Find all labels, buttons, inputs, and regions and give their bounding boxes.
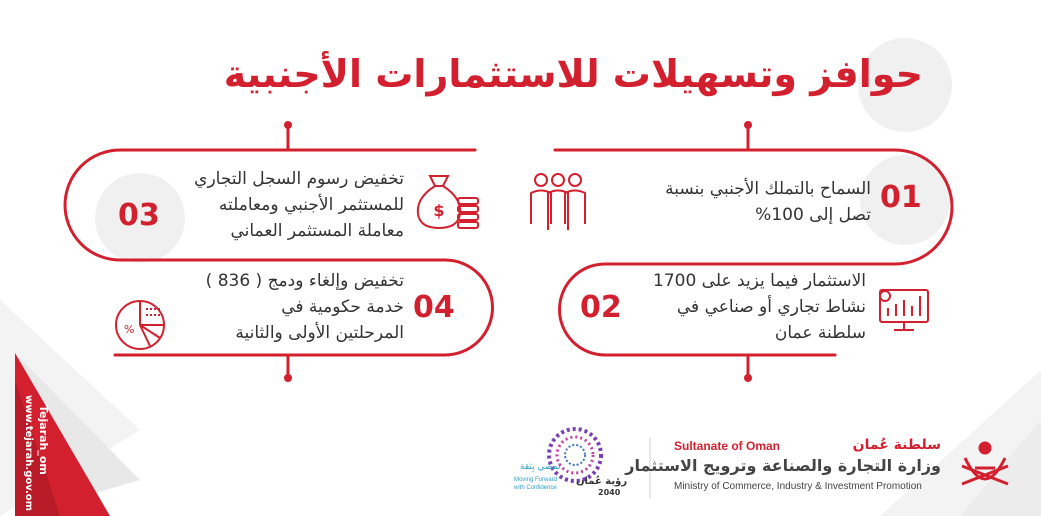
item-01-line-2: تصل إلى 100%: [755, 205, 871, 225]
item-number-04: 04: [413, 290, 455, 325]
website-link[interactable]: www.tejarah.gov.om: [23, 395, 34, 512]
social-handle: Tejarah_om: [37, 405, 50, 475]
ministry-name-ar: وزارة التجارة والصناعة وترويج الاستثمار: [625, 456, 941, 475]
item-04-line-1: تخفيض وإلغاء ودمج ( 836 ): [205, 271, 404, 291]
vision-label: رؤية عُمان: [576, 476, 628, 487]
chart-monitor-icon: [880, 290, 928, 330]
item-02-line-1: الاستثمار فيما يزيد على 1700: [653, 271, 866, 291]
item-04-line-3: المرحلتين الأولى والثانية: [235, 323, 404, 343]
ministry-name-en: Ministry of Commerce, Industry & Investment Promotion: [674, 481, 922, 492]
connector-dot: [744, 121, 752, 129]
vision-year: 2040: [598, 488, 621, 497]
page-title: حوافز وتسهيلات للاستثمارات الأجنبية: [223, 52, 923, 96]
item-03-line-1: تخفيض رسوم السجل التجاري: [194, 169, 404, 189]
sultanate-label-ar: سلطنة عُمان: [852, 437, 941, 453]
item-04-line-2: خدمة حكومية في: [281, 297, 404, 317]
item-03-line-2: للمستثمر الأجنبي ومعاملته: [218, 195, 404, 215]
item-02-line-2: نشاط تجاري أو صناعي في: [676, 297, 866, 317]
item-03-line-3: معاملة المستثمر العماني: [230, 221, 404, 241]
connector-dot: [284, 121, 292, 129]
sultanate-label-en: Sultanate of Oman: [674, 439, 781, 453]
item-02-line-3: سلطنة عمان: [774, 323, 866, 343]
connector-dot: [744, 374, 752, 382]
item-01-line-1: السماح بالتملك الأجنبي بنسبة: [665, 179, 871, 199]
svg-text:%: %: [124, 323, 135, 336]
vision-2040-logo: [549, 429, 601, 481]
item-text-03: [104, 166, 404, 244]
item-text-02: [566, 268, 866, 346]
item-text-01: [541, 176, 871, 228]
item-number-03: 03: [118, 198, 160, 233]
moving-forward-en: Moving Forward with Confidence: [514, 477, 558, 491]
moving-forward-ar: نَمضي بِثقة: [520, 462, 561, 472]
item-text-04: [104, 268, 404, 346]
money-bag-icon: [418, 176, 478, 228]
item-number-01: 01: [880, 180, 922, 215]
connector-dot: [284, 374, 292, 382]
svg-text:$: $: [433, 201, 445, 220]
item-number-02: 02: [580, 290, 622, 325]
